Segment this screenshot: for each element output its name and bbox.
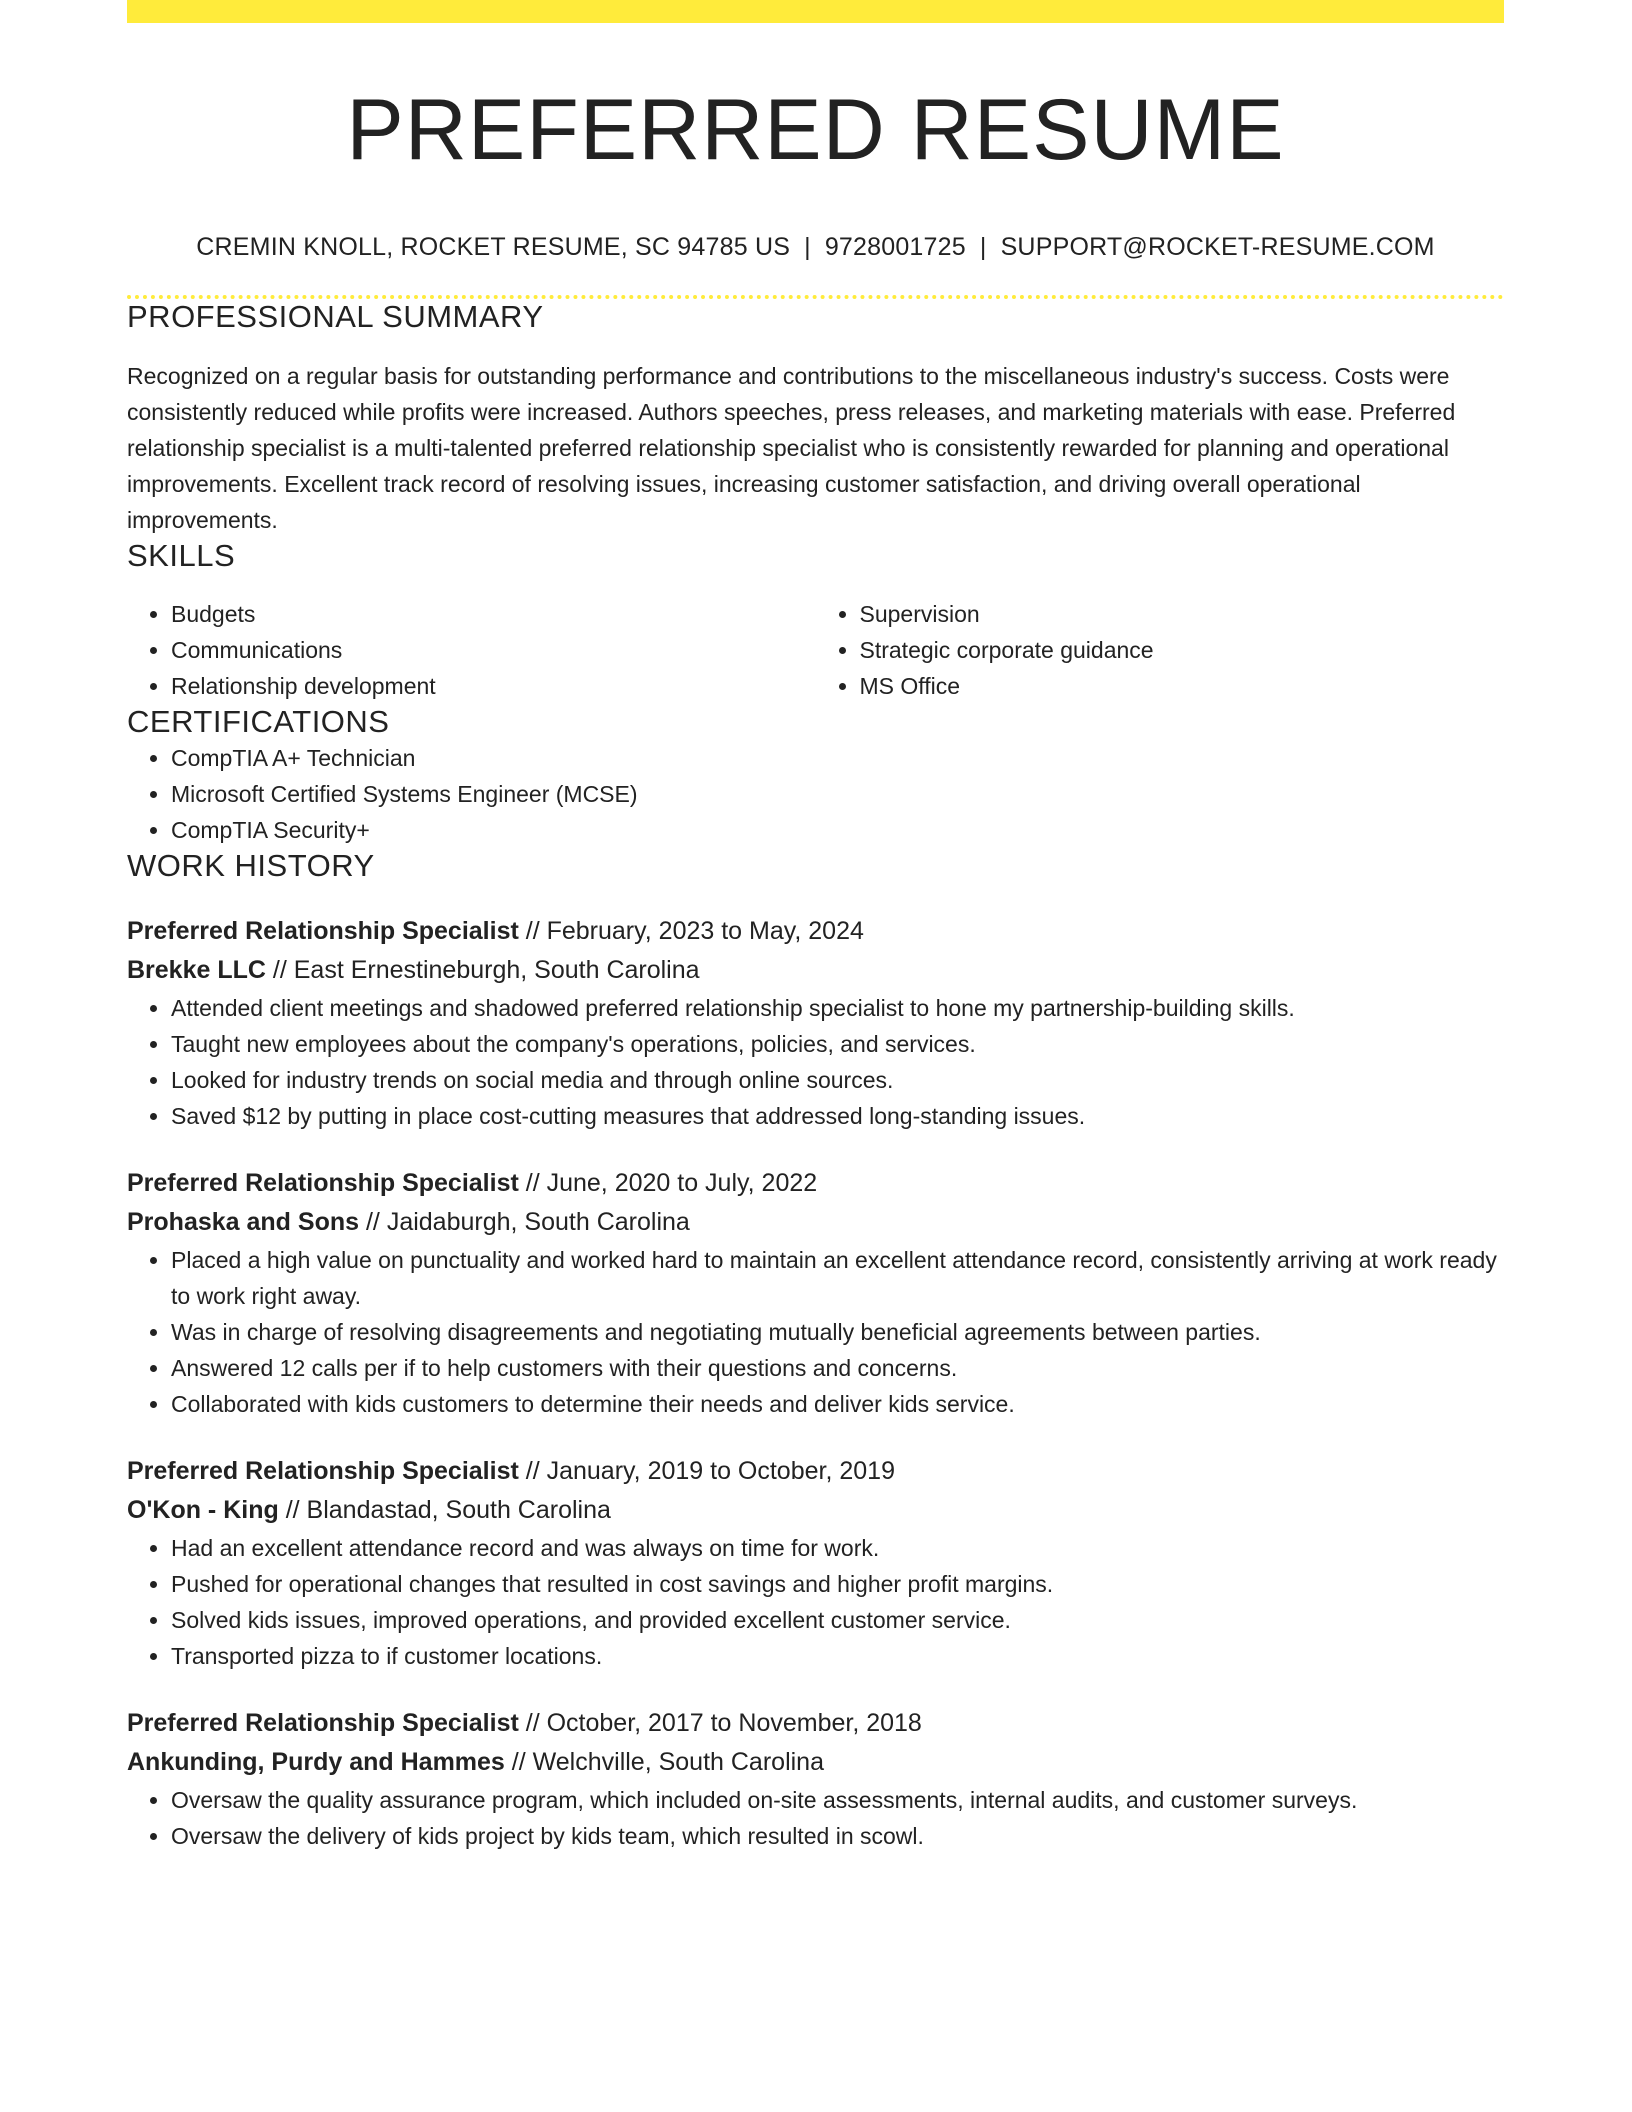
job-role: Preferred Relationship Specialist	[127, 1456, 519, 1485]
job-role-line	[127, 1704, 1504, 1743]
contact-address: CREMIN KNOLL, ROCKET RESUME, SC 94785 US	[196, 232, 791, 261]
skills-heading: SKILLS	[127, 537, 236, 573]
work-history-heading: WORK HISTORY	[127, 847, 375, 883]
certifications-list	[127, 740, 1504, 848]
contact-separator: |	[804, 232, 811, 261]
job-company-line	[127, 1203, 1504, 1242]
skill-item: • Communications	[171, 632, 816, 668]
job-bullet: • Was in charge of resolving disagreements and negotiating mutually beneficial agreements between parties.	[171, 1314, 1504, 1350]
job-dates: // January, 2019 to October, 2019	[525, 1456, 895, 1485]
job-company: Brekke LLC	[127, 955, 266, 984]
job-role-line	[127, 1452, 1504, 1491]
accent-top-bar	[127, 0, 1504, 23]
certification-item: • Microsoft Certified Systems Engineer (MCSE)	[171, 776, 1504, 812]
job-bullet: • Looked for industry trends on social media and through online sources.	[171, 1062, 1504, 1098]
job-dates: // February, 2023 to May, 2024	[525, 916, 864, 945]
contact-phone: 9728001725	[824, 232, 966, 261]
job-entry	[127, 912, 1504, 1134]
skills-list-left	[127, 596, 816, 704]
job-location: // Blandastad, South Carolina	[285, 1495, 611, 1524]
job-company-line	[127, 1743, 1504, 1782]
job-company-line	[127, 951, 1504, 990]
job-role: Preferred Relationship Specialist	[127, 1708, 519, 1737]
job-location: // Welchville, South Carolina	[511, 1747, 824, 1776]
job-bullet: • Transported pizza to if customer locations.	[171, 1638, 1504, 1674]
job-company: O'Kon - King	[127, 1495, 279, 1524]
skill-item: • Relationship development	[171, 668, 816, 704]
skills-column-right	[816, 596, 1505, 704]
job-bullet: • Solved kids issues, improved operations, and provided excellent customer service.	[171, 1602, 1504, 1638]
certification-item: • CompTIA A+ Technician	[171, 740, 1504, 776]
job-company: Prohaska and Sons	[127, 1207, 360, 1236]
resume-page	[127, 0, 1504, 1854]
skills-list-right	[816, 596, 1505, 704]
skills-column-left	[127, 596, 816, 704]
skills-grid	[127, 596, 1504, 704]
resume-name: PREFERRED RESUME	[346, 82, 1285, 178]
job-bullet: • Oversaw the quality assurance program, which included on-site assessments, internal audits, and customer surveys.	[171, 1782, 1504, 1818]
summary-text: Recognized on a regular basis for outstanding performance and contributions to the miscellaneous industry's success. Costs were consistently reduced while profits were increased. Authors speeches, press releases, and marketing materials with ease. Preferred relationship specialist is a multi-talented preferred relationship specialist who is consistently rewarded for planning and operational improvements. Excellent track record of resolving issues, increasing customer satisfaction, and driving overall operational improvements.	[127, 362, 1456, 533]
job-bullet: • Collaborated with kids customers to determine their needs and deliver kids service.	[171, 1386, 1504, 1422]
job-company: Ankunding, Purdy and Hammes	[127, 1747, 505, 1776]
job-bullet: • Had an excellent attendance record and was always on time for work.	[171, 1530, 1504, 1566]
skill-item: • Strategic corporate guidance	[860, 632, 1505, 668]
job-company-line	[127, 1491, 1504, 1530]
job-role-line	[127, 1164, 1504, 1203]
job-role: Preferred Relationship Specialist	[127, 916, 519, 945]
job-bullet-list	[127, 990, 1504, 1134]
job-dates: // October, 2017 to November, 2018	[525, 1708, 922, 1737]
job-dates: // June, 2020 to July, 2022	[525, 1168, 818, 1197]
job-bullet: • Saved $12 by putting in place cost-cutting measures that addressed long-standing issues.	[171, 1098, 1504, 1134]
summary-heading: PROFESSIONAL SUMMARY	[127, 298, 544, 334]
contact-email: SUPPORT@ROCKET-RESUME.COM	[1000, 232, 1435, 261]
job-bullet: • Attended client meetings and shadowed preferred relationship specialist to hone my partnership-building skills.	[171, 990, 1504, 1026]
skill-item: • Supervision	[860, 596, 1505, 632]
job-entry	[127, 1452, 1504, 1674]
job-bullet: • Taught new employees about the company's operations, policies, and services.	[171, 1026, 1504, 1062]
job-bullet-list	[127, 1782, 1504, 1854]
job-bullet-list	[127, 1530, 1504, 1674]
job-entry	[127, 1164, 1504, 1422]
job-location: // East Ernestineburgh, South Carolina	[272, 955, 700, 984]
job-bullet-list	[127, 1242, 1504, 1422]
job-bullet: • Pushed for operational changes that resulted in cost savings and higher profit margins.	[171, 1566, 1504, 1602]
certifications-heading: CERTIFICATIONS	[127, 703, 390, 739]
job-bullet: • Placed a high value on punctuality and worked hard to maintain an excellent attendance record, consistently arriving at work ready to work right away.	[171, 1242, 1504, 1314]
job-bullet: • Answered 12 calls per if to help customers with their questions and concerns.	[171, 1350, 1504, 1386]
contact-line	[127, 233, 1504, 262]
job-bullet: • Oversaw the delivery of kids project by kids team, which resulted in scowl.	[171, 1818, 1504, 1854]
contact-separator: |	[979, 232, 987, 261]
job-role-line	[127, 912, 1504, 951]
job-entry	[127, 1704, 1504, 1854]
job-role: Preferred Relationship Specialist	[127, 1168, 519, 1197]
job-location: // Jaidaburgh, South Carolina	[365, 1207, 690, 1236]
certification-item: • CompTIA Security+	[171, 812, 1504, 848]
skill-item: • Budgets	[171, 596, 816, 632]
skill-item: • MS Office	[860, 668, 1505, 704]
